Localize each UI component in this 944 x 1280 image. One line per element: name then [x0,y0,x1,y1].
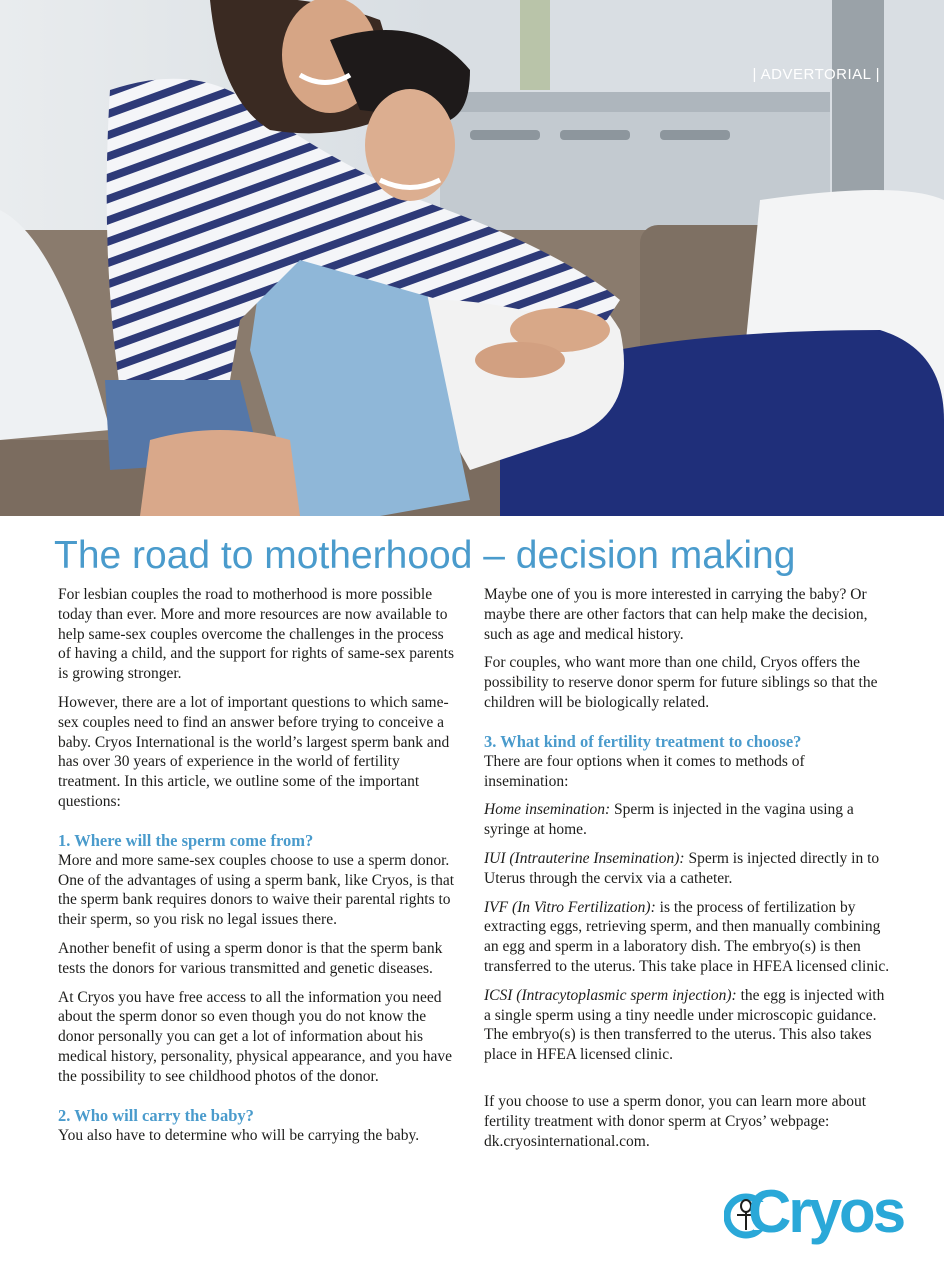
carrier-factors-paragraph: Maybe one of you is more interested in carrying the baby? Or maybe there are other factors that can help make the decision, such as age and medical history. [484,586,868,643]
hero-photo [0,0,944,516]
icsi-term: ICSI (Intracytoplasmic sperm injection): [484,986,737,1004]
home-insemination-term: Home insemination: [484,801,611,819]
section-heading-treatment: 3. What kind of fertility treatment to choose? [484,731,802,751]
page-title: The road to motherhood – decision making [54,534,796,577]
home-insemination-text: Sperm is injected in the vagina using a syringe at home. [484,801,854,839]
siblings-paragraph: For couples, who want more than one child, Cryos offers the possibility to reserve donor sperm for future siblings so that the children will be biologically related. [484,654,878,711]
who-carries-paragraph: You also have to determine who will be carrying the baby. [58,1126,420,1144]
spacer [484,1074,892,1092]
ivf-text: is the process of fertilization by extracting eggs, retrieving sperm, and then manually combining an egg and sperm in a laboratory dish. The embryo(s) is then transferred to the uterus. This take place in HFEA licensed clinic. [484,898,890,975]
home-insemination-paragraph [484,800,892,840]
intro-paragraph: For lesbian couples the road to motherhood is more possible today than ever. More and more resources are now available to help same-sex couples overcome the challenges in the process of having a child, and the support for rights of same-sex parents is growing stronger. [58,586,455,683]
iui-text: Sperm is injected directly in to Uterus through the cervix via a catheter. [484,849,880,887]
treatment-options-paragraph: There are four options when it comes to methods of insemination: [484,752,805,790]
iui-term: IUI (Intrauterine Insemination): [484,849,685,867]
iui-paragraph [484,849,892,889]
ivf-paragraph [484,898,892,977]
questions-paragraph: However, there are a lot of important questions to which same-sex couples need to find an answer before trying to conceive a baby. Cryos International is the world’s largest sperm bank and has over 30 years of experience in the world of fertility treatment. In this article, we outline some of the important questions: [58,693,450,810]
donor-testing-paragraph: Another benefit of using a sperm donor is that the sperm bank tests the donors for various transmitted and genetic diseases. [58,939,443,977]
closing-paragraph: If you choose to use a sperm donor, you can learn more about fertility treatment with donor sperm at Cryos’ webpage: dk.cryosinternational.com. [484,1092,867,1150]
donor-information-paragraph: At Cryos you have free access to all the information you need about the sperm donor so even though you do not know the donor personally you can get a lot of information about his medical history, personality, physical appearance, and you have the possibility to see childhood photos of the donor. [58,988,452,1085]
advertorial-badge: | ADVERTORIAL | [752,66,880,83]
cryos-wordmark: Cryos [748,1178,904,1245]
icsi-paragraph [484,986,892,1065]
section-heading-who-carries: 2. Who will carry the baby? [58,1105,254,1125]
cryos-logo [724,1178,904,1250]
left-column [58,585,460,1154]
sperm-donor-paragraph: More and more same-sex couples choose to use a sperm donor. One of the advantages of using a sperm bank, like Cryos, is that the sperm bank requires donors to waive their parental rights to their sperm, so you risk no legal issues there. [58,851,455,929]
right-column [484,585,892,1160]
ivf-term: IVF (In Vitro Fertilization): [484,898,656,916]
section-heading-sperm-source: 1. Where will the sperm come from? [58,830,314,850]
icsi-text: the egg is injected with a single sperm using a tiny needle under microscopic guidance. The embryo(s) is then transferred to the uterus. This also takes place in HFEA licensed clinic. [484,986,885,1064]
